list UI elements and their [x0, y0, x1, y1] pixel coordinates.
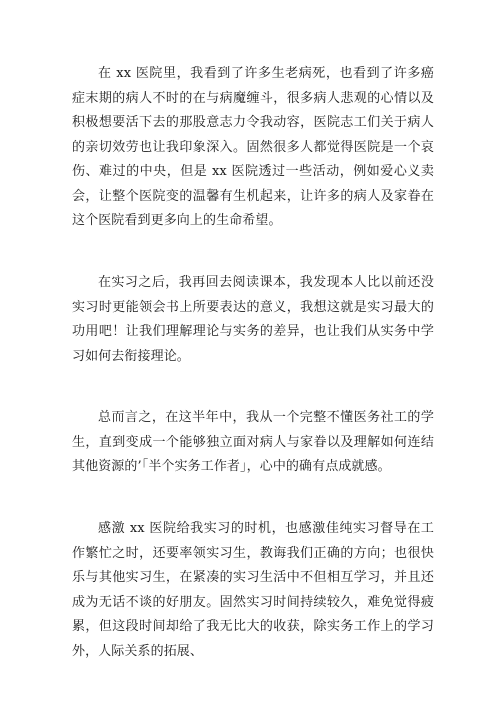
paragraph-2: 在实习之后，我再回去阅读课本，我发现本人比以前还没实习时更能领会书上所要表达的意义，我想这就是实习最大的功用吧！让我们理解理论与实务的差异，也让我们从实务中学习如何去衔接理论。 — [72, 275, 434, 364]
paragraph-1: 在 xx 医院里，我看到了许多生老病死，也看到了许多癌症末期的病人不时的在与病魔缠斗，很多病人悲观的心情以及积极想要活下去的那股意志力令我动容，医院志工们关于病人的亲切效劳也让我印象深入。固然很多人都觉得医院是一个哀伤、难过的中央，但是 xx 医院透过一些活动，例如爱心义卖会，让整个医院变的温馨有生机起来，让许多的病人及家眷在这个医院看到更多向上的生命希望。 — [72, 66, 434, 228]
paragraph-4: 感激 xx 医院给我实习的时机，也感激佳纯实习督导在工作繁忙之时，还要率领实习生，教诲我们正确的方向；也很快乐与其他实习生，在紧凑的实习生活中不但相互学习，并且还成为无话不谈的好朋友。固然实习时间持续较久，难免觉得疲累，但这段时间却给了我无比大的收获，除实务工作上的学习外，人际关系的拓展、 — [72, 521, 434, 659]
paragraph-3: 总而言之，在这半年中，我从一个完整不懂医务社工的学生，直到变成一个能够独立面对病人与家眷以及理解如何连结其他资源的’「半个实务工作者」，心中的确有点成就感。 — [72, 410, 434, 474]
